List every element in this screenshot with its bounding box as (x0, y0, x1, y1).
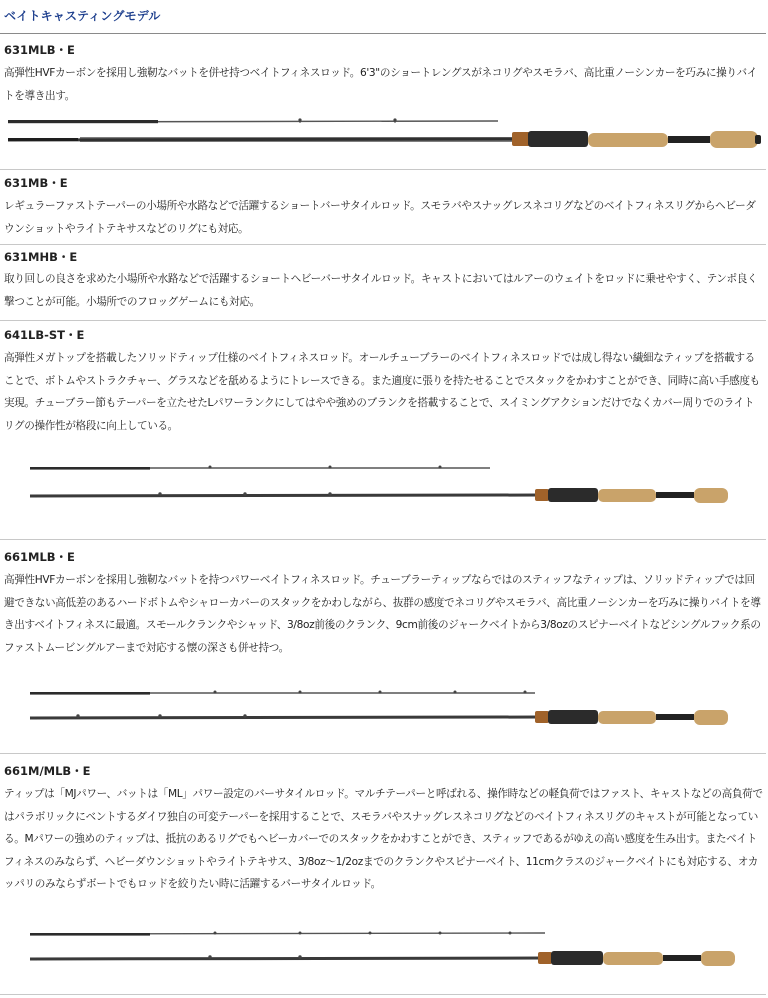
rod-image (0, 112, 768, 164)
model-divider (0, 244, 766, 245)
heading-divider (0, 33, 766, 34)
section-heading: ベイトキャスティングモデル (4, 9, 161, 23)
model-description: 高弾性HVFカーボンを採用し強靭なバットを持つパワーベイトフィネスロッド。チューブラーティップならではのスティッフなティップは、ソリッドティップでは回避できない高低差のあるハードボトムやシャローカバーのスタックをかわしながら、抜群の感度でネコリグやスモラバ、高比重ノーシンカーを巧みに操りバイトを導き出すベイトフィネスに最適。スモールクランクやシャッド、3/8oz前後のクランク、9cm前後のジャークベイトから3/8ozのスピナーベイトなどシングルフック系のファストムービングルアーまで対応する懐の深さも併せ持つ。 (4, 574, 761, 654)
model-name: 661M/MLB・E (4, 764, 91, 778)
model-divider (0, 753, 766, 754)
model-name: 631MB・E (4, 176, 68, 190)
rod-image (0, 925, 768, 975)
rod-image (0, 684, 768, 734)
model-name: 641LB-ST・E (4, 328, 85, 342)
model-description: 高弾性メガトップを搭載したソリッドティップ仕様のベイトフィネスロッド。オールチューブラーのベイトフィネスロッドでは成し得ない繊細なティップを搭載することで、ボトムやストラクチャー、グラスなどを舐めるようにトレースできる。また適度に張りを持たせることでスタックをかわすことができ、同時に高い手感度も実現。チューブラー節もテーパーを立たせたLパワーランクにしてはやや強めのブランクを搭載することで、スイミングアクションだけでなくカバー周りでのライトリグの操作性が格段に向上している。 (4, 352, 760, 432)
model-divider (0, 994, 766, 995)
model-description: レギュラーファストテーパーの小場所や水路などで活躍するショートバーサタイルロッド。スモラバやスナッグレスネコリグなどのベイトフィネスリグからヘビーダウンショットやライトテキサスなどのリグにも対応。 (4, 200, 756, 235)
model-name: 631MHB・E (4, 250, 78, 264)
model-description: 取り回しの良さを求めた小場所や水路などで活躍するショートヘビーバーサタイルロッド。キャストにおいてはルアーのウェイトをロッドに乗せやすく、テンポ良く撃つことが可能。小場所でのフロッグゲームにも対応。 (4, 273, 758, 308)
model-description: 高弾性HVFカーボンを採用し強靭なバットを併せ持つベイトフィネスロッド。6'3"のショートレングスがネコリグやスモラバ、高比重ノーシンカーを巧みに操りバイトを導き出す。 (4, 67, 758, 102)
model-divider (0, 320, 766, 321)
model-name: 631MLB・E (4, 43, 75, 57)
model-divider (0, 169, 766, 170)
model-name: 661MLB・E (4, 550, 75, 564)
model-description: ティップは「MJパワー、バットは「ML」パワー設定のバーサタイルロッド。マルチテーパーと呼ばれる、操作時などの軽負荷ではファスト、キャストなどの高負荷ではパラボリックにベントするダイワ独自の可変テーパーを採用することで、スモラバやスナッグレスネコリグなどのベイトフィネスリグのキャストが可能となっている。Mパワーの強めのティップは、抵抗のあるリグでもヘビーカバーでのスタックをかわすことができ、スティッフであるがゆえの高い感度を生み出す。またベイトフィネスのみならず、ヘビーダウンショットやライトテキサス、3/8oz～1/2ozまでのクランクやスピナーベイト、11cmクラスのジャークベイトにも対応する、オカッパリのみならずボートでもロッドを絞りたい時に活躍するバーサタイルロッド。 (4, 788, 763, 890)
rod-image (0, 460, 768, 510)
model-divider (0, 539, 766, 540)
